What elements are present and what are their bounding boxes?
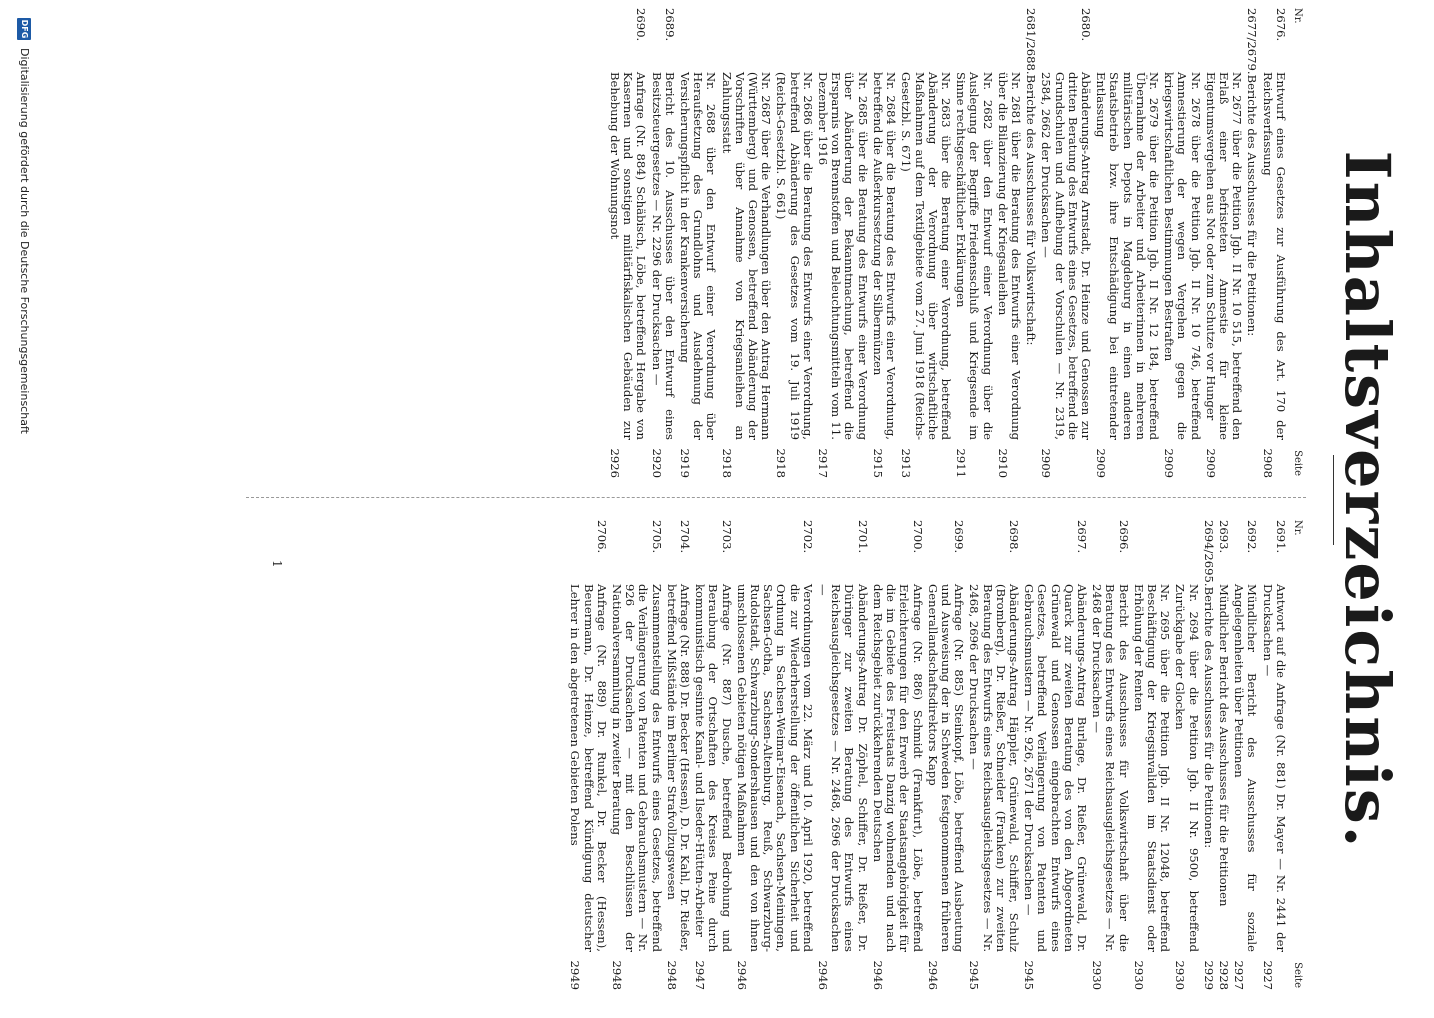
- toc-entry: [1232, 520, 1258, 990]
- toc-entry: [693, 520, 733, 990]
- entry-page: 2930: [1090, 960, 1105, 990]
- entry-text: Abänderungs-Antrag Burlage, Dr. Rießer, Grünewald, Dr. Quarck zur zweiten Beratung des von den Abgeordneten Grünewald und Genossen eingebrachten Entwurfs eines Gesetzes, betreffend Verlängerung von Patenten und Gebrauchsmustern — Nr. 926, 2671 der Drucksachen —: [1022, 584, 1089, 952]
- entry-page: 2918: [719, 448, 734, 478]
- entry-number: 2690.: [634, 8, 649, 42]
- entry-page: 2917: [816, 448, 831, 478]
- toc-subentry: [774, 8, 814, 478]
- entry-number: 2681/2688.: [1024, 8, 1039, 75]
- toc-subentry: [816, 8, 869, 478]
- toc-entry: [926, 520, 966, 990]
- entry-number: 2692.: [1245, 520, 1260, 554]
- entry-number: 2702.: [800, 520, 815, 554]
- entry-text: Nr. 2677 über die Petition Jgb. II Nr. 10 515, betreffend den Erlaß einer befristeten Amnestie für kleine Eigentumsvergehen aus Not oder zum Schutze vor Hunger: [1203, 72, 1245, 440]
- toc-entry: [1260, 8, 1286, 478]
- entry-page: 2908: [1260, 448, 1275, 478]
- toc-entry: [1039, 8, 1092, 478]
- entry-text: Berichte des Ausschusses für die Petitionen:: [1245, 74, 1260, 337]
- entry-number: 2701.: [855, 520, 870, 554]
- toc-column-left: [606, 8, 1304, 478]
- entry-text: Berichte des Ausschusses für Volkswirtschaft:: [1024, 74, 1039, 346]
- entry-page: 2909: [1094, 448, 1109, 478]
- toc-subentry: [678, 8, 718, 478]
- entry-text: Nr. 2678 über die Petition Jgb. II Nr. 10 746, betreffend Amnestierung der wegen Vergehen gegen die kriegswirtschaftlichen Bestimmungen Bestraften: [1162, 72, 1203, 440]
- entry-page: 2926: [608, 448, 623, 478]
- entry-text: Abänderungs-Antrag Dr. Zöphel, Schiffer, Dr. Rießer, Dr. Düringer zur zweiten Beratung des Entwurfs eines Reichsausgleichsgesetzes — Nr. 2468, 2696 der Drucksachen —: [816, 584, 870, 952]
- toc-subentry: [1204, 8, 1244, 478]
- entry-text: Mündlicher Bericht des Ausschusses für die Petitionen: [1216, 584, 1231, 907]
- entry-text: Nr. 2686 über die Beratung des Entwurfs einer Verordnung, betreffend Abänderung des Gesetzes vom 19. Juli 1919 (Reichs-Gesetzbl. S. 661): [774, 72, 815, 440]
- entry-page: 2920: [649, 448, 664, 478]
- entry-text: Zusammenstellung des Entwurfs eines Gesetzes, betreffend die Verlängerung von Patenten und Gebrauchsmustern — Nr. 926 der Drucksachen — mit den Beschlüssen der Nationalversammlung in zweiter Beratung: [610, 584, 664, 952]
- toc-entry: [1245, 8, 1258, 478]
- toc-entry: [871, 520, 924, 990]
- entry-page: 2929: [1201, 960, 1216, 990]
- entry-page: 2927: [1232, 960, 1247, 990]
- nr-header: Nr.: [1292, 520, 1303, 536]
- entry-number: 2697.: [1074, 520, 1089, 554]
- entry-page: 2909: [1039, 448, 1054, 478]
- entry-number: 2698.: [1006, 520, 1021, 554]
- entry-text: Berichte des Ausschusses für die Petitionen:: [1201, 586, 1216, 849]
- entry-number: 2694/2695.: [1201, 520, 1216, 587]
- toc-entry: [1202, 520, 1215, 990]
- entry-text: Anfrage (Nr. 884) Schäbisch, Löbe, betreffend Hergabe von Kasernen und sonstigen militärfiskalischen Gebäuden zur Behebung der Wohnungsnot: [608, 72, 649, 440]
- entry-page: 2945: [1022, 960, 1037, 990]
- entry-text: Nr. 2685 über die Beratung des Entwurfs einer Verordnung über Abänderung der Bekanntmachung, betreffend die Ersparnis von Brennstoffen und Beleuchtungsmitteln vom 11. Dezember 1916: [816, 72, 870, 440]
- entry-text: Anfrage (Nr. 885) Steinkopf, Löbe, betreffend Ausbeutung und Ausweisung der in Schweden festgenommenen früheren Generallandschaftsdirektors Kapp: [925, 584, 967, 952]
- toc-entry: [568, 520, 608, 990]
- dfg-logo-icon: DFG: [18, 18, 32, 40]
- entry-number: 2706.: [594, 520, 609, 554]
- entry-page: 2948: [610, 960, 625, 990]
- entry-page: 2930: [1131, 960, 1146, 990]
- toc-entry: [608, 8, 648, 478]
- entry-number: 2696.: [1116, 520, 1131, 554]
- entry-number: 2680.: [1078, 8, 1093, 42]
- entry-number: 2689.: [662, 8, 677, 42]
- entry-text: Anfrage (Nr. 886) Schmidt (Frankfurt), Löbe, betreffend Erleichterungen für den Erwerb der Staatsangehörigkeit für die im Gebiete des Freistaats Danzig wohnenden und nach dem Reichsgebiet zurückkehrenden Deutschen: [870, 584, 925, 952]
- toc-subentry: [954, 8, 994, 478]
- toc-column-right: [566, 520, 1304, 990]
- entry-page: 2927: [1260, 960, 1275, 990]
- entry-page: 2928: [1216, 960, 1231, 990]
- toc-entry: [610, 520, 663, 990]
- toc-entry: [665, 520, 691, 990]
- entry-text: Anfrage (Nr. 887) Dusche, betreffend Bedrohung und Beraubung der Ortschaften des Kreises Peine durch kommunistisch gesinnte Kanal- und Ilseder-Hütten-Arbeiter: [693, 584, 734, 952]
- toc-subentry: [1094, 8, 1160, 478]
- entry-page: 2909: [1203, 448, 1218, 478]
- entry-page: 2946: [734, 960, 749, 990]
- entry-number: 2677/2679.: [1245, 8, 1260, 75]
- toc-entry: [735, 520, 814, 990]
- entry-page: 2910: [995, 448, 1010, 478]
- entry-page: 2947: [693, 960, 708, 990]
- toc-subentry: [1132, 520, 1172, 990]
- entry-text: Nr. 2682 über den Entwurf einer Verordnung über die Auslegung der Begriffe Friedensschluß und Kriegsende im Sinne rechtsgeschäftlicher Erklärungen: [954, 72, 995, 440]
- toc-subentry: [871, 8, 897, 478]
- entry-text: Abänderungs-Antrag Häppler, Grünewald, Schiffer, Schulz (Bromberg), Dr. Rießer, Schneider (Franken) zur zweiten Beratung des Entwurfs eines Reichsausgleichsgesetzes — Nr. 2468, 2696 der Drucksachen —: [967, 584, 1021, 952]
- seite-header: Seite: [1292, 962, 1303, 988]
- entry-number: 2691.: [1273, 520, 1288, 554]
- toc-entry: [649, 8, 675, 478]
- entry-text: Nr. 2695 über die Petition Jgb. II Nr. 12048, betreffend Beschäftigung der Kriegsinvaliden im Staatsdienst oder Erhöhung der Renten: [1131, 584, 1173, 952]
- entry-text: Bericht des Ausschusses für Volkswirtschaft über die Beratung des Entwurfs eines Reichsausgleichsgesetzes — Nr. 2468 der Drucksachen —: [1090, 584, 1131, 952]
- entry-page: 2948: [664, 960, 679, 990]
- entry-page: 2915: [870, 448, 885, 478]
- seite-header: Seite: [1292, 450, 1303, 476]
- entry-text: Nr. 2688 über den Entwurf einer Verordnung über Heraufsetzung des Grundlohns und Ausdehnung der Versicherungspflicht in der Krankenversicherung: [678, 72, 719, 440]
- toc-entry: [816, 520, 869, 990]
- entry-text: Nr. 2683 über die Beratung einer Verordnung, betreffend Abänderung der Verordnung über wirtschaftliche Maßnahmen auf dem Textilgebiete vom 27. Juni 1918 (Reichs-Gesetzbl. S. 671): [899, 72, 953, 440]
- toc-subentry: [719, 8, 772, 478]
- entry-text: Nr. 2687 über die Verhandlungen über den Antrag Hermann (Württemberg) und Genossen, betreffend Abänderung der Vorschriften über Annahme von Kriegsanleihen an Zahlungsstatt: [719, 72, 774, 440]
- toc-subentry: [1162, 8, 1202, 478]
- toc-entry: [1024, 8, 1037, 478]
- entry-text: Anfrage (Nr. 888) Dr. Becker (Hessen), D. Dr. Kahl, Dr. Rießer, betreffend Mißstände im Berliner Strafvollzugswesen: [664, 584, 693, 952]
- entry-page: 2919: [678, 448, 693, 478]
- toc-entry: [1022, 520, 1088, 990]
- entry-number: 2676.: [1273, 8, 1288, 42]
- entry-number: 2699.: [952, 520, 967, 554]
- entry-page: 2913: [899, 448, 914, 478]
- entry-page: 2946: [816, 960, 831, 990]
- entry-text: Nr. 2694 über die Petition Jgb. II Nr. 9500, betreffend Zurückgabe der Glocken: [1173, 584, 1201, 952]
- entry-text: Bericht des 10. Ausschusses über den Entwurf eines Besitzsteuergesetzes — Nr. 2296 der Drucksachen —: [649, 72, 677, 440]
- title-divider: [1333, 455, 1334, 545]
- toc-subentry: [899, 8, 952, 478]
- column-header: [1291, 8, 1304, 478]
- entry-page: 2911: [954, 448, 969, 478]
- column-divider: [246, 497, 1306, 498]
- entry-page: 2945: [967, 960, 982, 990]
- toc-subentry: [1173, 520, 1199, 990]
- toc-subentry: [996, 8, 1022, 478]
- toc-entry: [1090, 520, 1130, 990]
- entry-page: 2930: [1173, 960, 1188, 990]
- column-header: [1291, 520, 1304, 990]
- page-number: 1: [270, 560, 284, 568]
- entry-page: 2909: [1162, 448, 1177, 478]
- entry-text: Entwurf eines Gesetzes zur Ausführung des Art. 170 der Reichsverfassung: [1260, 72, 1288, 440]
- entry-page: 2918: [774, 448, 789, 478]
- entry-text: Verordnungen vom 22. März und 10. April 1920, betreffend die zur Wiederherstellung der öffentlichen Sicherheit und Ordnung in Sachsen-Weimar-Eisenach, Sachsen-Meiningen, Sachsen-Gotha, Sachsen-Altenburg, Reuß, Schwarzburg-Rudolstadt, Schwarzburg-Sondershausen und den von ihnen umschlossenen Gebieten nötigen Maßnahmen: [734, 584, 815, 952]
- entry-number: 2703.: [719, 520, 734, 554]
- digitization-text: Digitalisierung gefördert durch die Deutsche Forschungsgemeinschaft: [18, 48, 31, 434]
- entry-text: Nr. 2684 über die Beratung des Entwurfs einer Verordnung, betreffend die Außerkurssetzung der Silbermünzen: [870, 72, 899, 440]
- entry-number: 2704.: [678, 520, 693, 554]
- entry-page: 2946: [870, 960, 885, 990]
- nr-header: Nr.: [1292, 8, 1303, 24]
- page-title: Inhaltsverzeichnis.: [1331, 150, 1404, 850]
- entry-number: 2705.: [649, 520, 664, 554]
- entry-page: 2949: [568, 960, 583, 990]
- digitization-note: [0, 0, 49, 1018]
- entry-number: 2700.: [910, 520, 925, 554]
- entry-number: 2693.: [1216, 520, 1231, 554]
- toc-entry: [967, 520, 1020, 990]
- entry-text: Abänderungs-Antrag Arnstadt, Dr. Heinze und Genossen zur dritten Beratung des Entwurfs eines Gesetzes, betreffend die Grundschulen und Aufhebung der Vorschulen — Nr. 2319, 2584, 2662 der Drucksachen —: [1039, 72, 1093, 440]
- entry-text: Anfrage (Nr. 889) Dr. Runkel, Dr. Becker (Hessen), Beuermann, Dr. Heinze, betreffend Kündigung deutscher Lehrer in den abgetretenen Gebieten Polens: [568, 584, 609, 952]
- toc-entry: [1260, 520, 1286, 990]
- entry-page: 2946: [925, 960, 940, 990]
- entry-text: Antwort auf die Anfrage (Nr. 881) Dr. Mayer — Nr. 2441 der Drucksachen —: [1260, 584, 1288, 952]
- entry-text: Nr. 2679 über die Petition Jgb. II Nr. 12 184, betreffend Übernahme der Arbeiter und Arbeiterinnen in mehreren militärischen Depots in Magdeburg in einen anderen Staatsbetrieb bzw. ihre Entschädigung bei eintretender Entlassung: [1094, 72, 1161, 440]
- entry-text: Mündlicher Bericht des Ausschusses für soziale Angelegenheiten über Petitionen: [1232, 584, 1260, 952]
- entry-text: Nr. 2681 über die Beratung des Entwurfs einer Verordnung über die Bilanzierung der Kriegsanleihen: [995, 72, 1023, 440]
- toc-entry: [1217, 520, 1230, 990]
